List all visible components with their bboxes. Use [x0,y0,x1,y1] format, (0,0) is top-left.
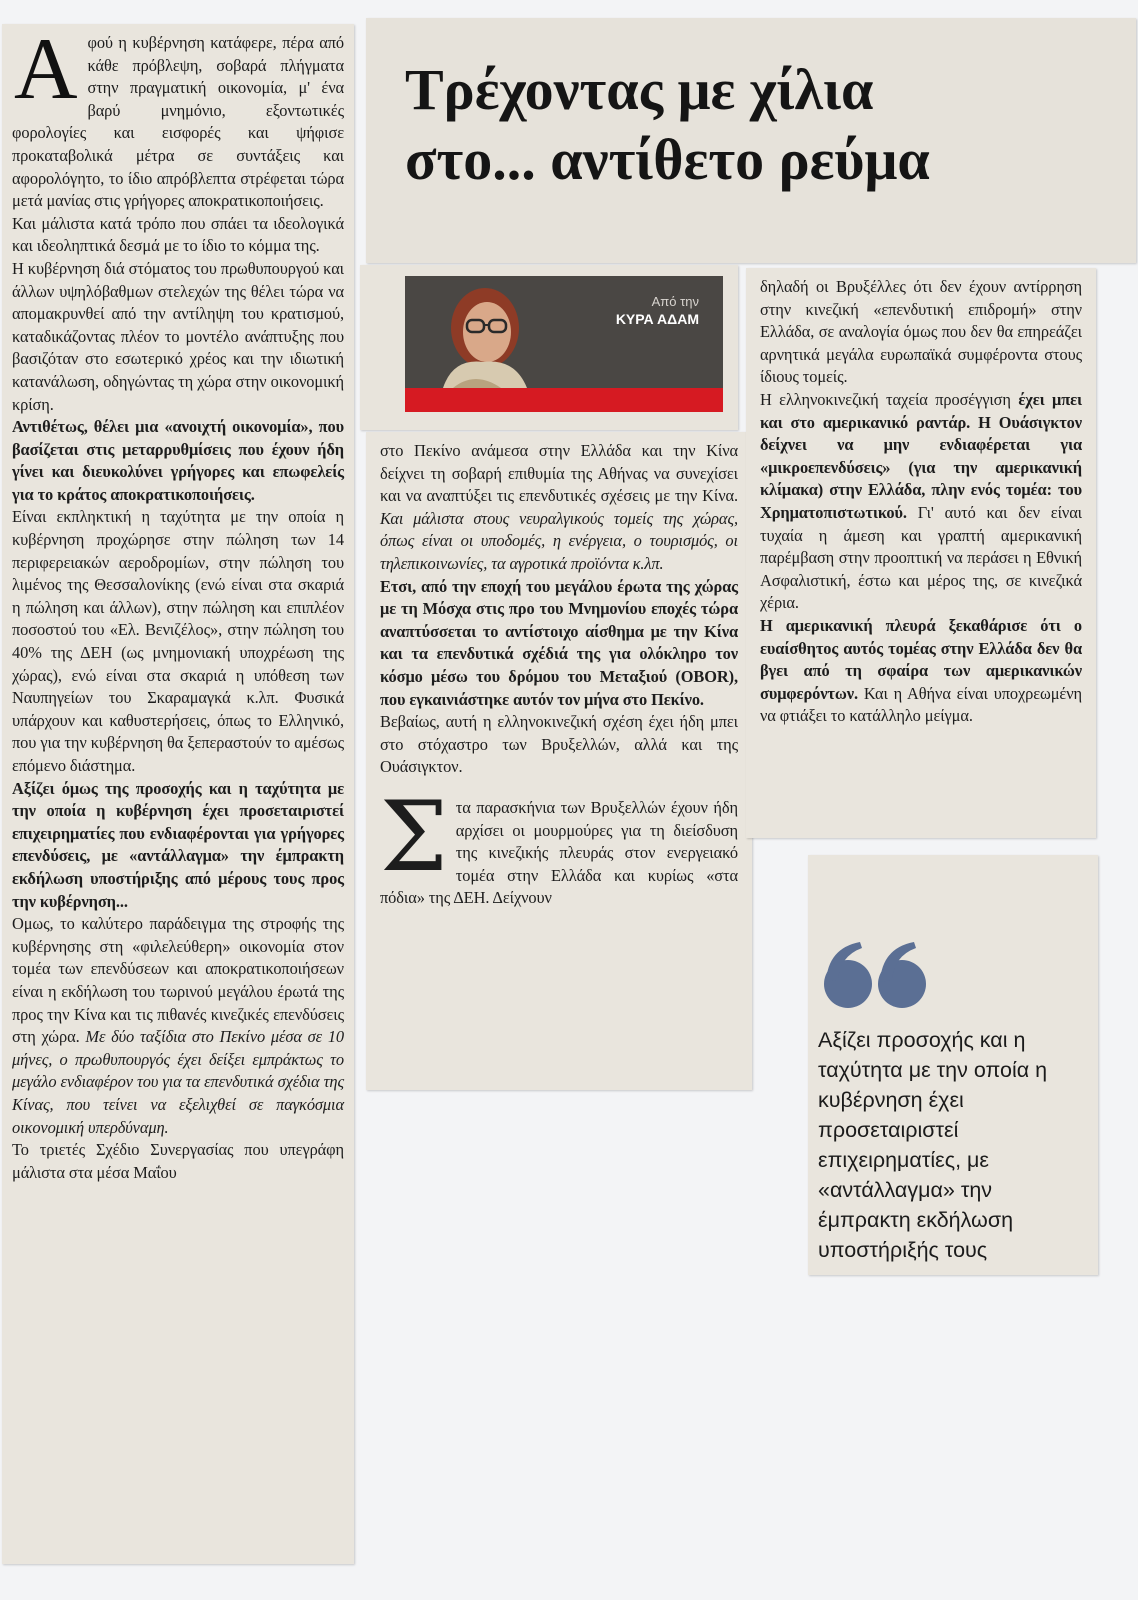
drop-cap: Α [14,21,78,118]
paragraph-9-text: στο Πεκίνο ανάμεσα στην Ελλάδα και την Κίνα δείχνει τη σοβαρή επιθυμία της Αθήνας να συνεχίσει και να αναπτύξει τις επενδυτικές σχέσεις με την Κίνα. [380,441,738,506]
paragraph-1 [12,21,344,213]
paragraph-14-lead: Η ελληνοκινεζική ταχεία προσέγγιση [760,389,1011,409]
paragraph-7-text: Ομως, το καλύτερο παράδειγμα της στροφής της κυβέρνησης στη «φιλελεύθερη» οικονομία στον τομέα των επενδύσεων και αποκρατικοποιήσεων είναι η εκδήλωση του τωρινού μεγάλου έρωτά της προς την Κίνα και τις πιθανές κινεζικές επενδύσεις στη χώρα. [12,914,344,1047]
paragraph-11: Βεβαίως, αυτή η ελληνοκινεζική σχέση έχει ήδη μπει στο στόχαστρο των Βρυξελλών, αλλά και της Ουάσιγκτον. [380,712,738,777]
drop-cap-sigma: Σ [380,780,448,893]
byline-name: ΚΥΡΑ ΑΔΑΜ [615,311,699,327]
paragraph-12 [380,780,738,910]
byline-prefix: Από την [651,294,699,309]
article-column-1 [2,21,354,1564]
pull-quote-text: Αξίζει προσοχής και η ταχύτητα με την οποία η κυβέρνηση έχει προσεταιριστεί επιχειρηματίες, με «αντάλλαγμα» την έμπρακτη εκδήλωση υποστήριξής τους [818,1028,1048,1262]
paragraph-14-bold: έχει μπει και στο αμερικανικό ραντάρ. Η Ουάσιγκτον δείχνει να μην ενδιαφέρεται για «μικροεπενδύσεις» (για την αμερικανική κλίμακα) στην Ελλάδα, πλην ενός τομέα: του Χρηματοπιστωτικού. [760,389,1083,522]
headline [405,55,1005,195]
author-photo [423,280,543,388]
paragraph-6: Αξίζει όμως της προσοχής και η ταχύτητα με την οποία η κυβέρνηση έχει προσεταιριστεί επιχειρηματίες που ενδιαφέρονται για γρήγορες επενδύσεις, με «αντάλλαγμα» την έμπρακτη εκδήλωση υποστήριξης από μέρους τους προς την κυβέρνηση... [12,778,344,911]
paragraph-8: Το τριετές Σχέδιο Συνεργασίας που υπεγράφη μάλιστα στα μέσα Μαΐου [12,1140,344,1182]
paragraph-9-italic: Και μάλιστα στους νευραλγικούς τομείς της χώρας, όπως είναι οι υποδομές, η ενέργεια, ο τουρισμός, οι τηλεπικοινωνίες, τα αγροτικά προϊόντα κ.λπ. [380,508,738,573]
author-box [405,276,723,412]
headline-line-2: στο... αντίθετο ρεύμα [405,127,930,192]
paragraph-5: Είναι εκπληκτική η ταχύτητα με την οποία η κυβέρνηση προχώρησε στην πώληση των 14 περιφερειακών αεροδρομίων, στην πώληση του λιμένος της Θεσσαλονίκης (ενώ είναι στα σκαριά η πώληση και άλλων), στην πώληση και επιπλέον ποσοστού του «Ελ. Βενιζέλος», στην πώληση του 40% της ΔΕΗ (ως μνημονιακή υποχρέωση της χώρας), ενώ είναι στα σκαριά η υπόθεση των Ναυπηγείων του Σκαραμαγκά κ.λπ. Φυσικά υπάρχουν και καθυστερήσεις, όπως το Ελληνικό, που για την κυβέρνηση θα ξεπεραστούν το αμέσως επόμενο διάστημα. [12,507,344,775]
article-column-2 [366,432,752,1090]
paragraph-7-italic: Με δύο ταξίδια στο Πεκίνο μέσα σε 10 μήνες, ο πρωθυπουργός έχει δείξει εμπράκτως το μεγάλο ενδιαφέρον του για τα επενδυτικά σχέδια της Κίνας, που τείνει να εξελιχθεί σε παγκόσμια οικονομική υπερδύναμη. [12,1027,345,1137]
paragraph-4: Αντιθέτως, θέλει μια «ανοιχτή οικονομία», που βασίζεται στις μεταρρυθμίσεις που έχουν ήδη γίνει και διευκολύνει γρήγορες και επωφελείς για το κράτος αποκρατικοποιήσεις. [12,417,344,504]
paragraph-15-bold: Η αμερικανική πλευρά ξεκαθάρισε ότι ο ευαίσθητος αυτός τομέας στην Ελλάδα δεν θα βγει από τη σφαίρα των αμερικανικών συμφερόντων. [760,615,1082,703]
paragraph-14-text: Γι' αυτό και δεν είναι τυχαία η άμεση και γραπτή αμερικανική παρέμβαση στην προοπτική να περάσει η Εθνική Ασφαλιστική, έστω και μέρος της, σε κινεζικά χέρια. [760,502,1082,613]
paragraph-1-text: φού η κυβέρνηση κατάφερε, πέρα από κάθε πρόβλεψη, σοβαρά πλήγματα στην πραγματική οικονομία, μ' ένα βαρύ μνημόνιο, εξοντωτικές φορολογίες και εισφορές και ψήφισε προκαταβολικά μέτρα σε συντάξεις και αφορολόγητο, το ίδιο απρόβλεπτα στρέφεται τώρα μετά μανίας στις γρήγορες αποκρατικοποιήσεις. [12,33,344,211]
paragraph-13: δηλαδή οι Βρυξέλλες ότι δεν έχουν αντίρρηση στην κινεζική «επενδυτική επιδρομή» στην Ελλάδα, σε αναλογία όμως που δεν θα επηρεάζει αρνητικά μεγάλα ευρωπαϊκά συμφέροντα στους ίδιους τομείς. [760,277,1082,387]
paragraph-12-text: τα παρασκήνια των Βρυξελλών έχουν ήδη αρχίσει οι μουρμούρες για τη διείσδυση της κινεζικής πλευράς στον ενεργειακό τομέα στην Ελλάδα και κυρίως «στα πόδια» της ΔΕΗ. Δείχνουν [380,797,738,908]
quote-mark-icon [820,940,930,1010]
article-column-3 [746,268,1096,838]
paragraph-3: Η κυβέρνηση διά στόματος του πρωθυπουργού και άλλων υψηλόβαθμων στελεχών της θέλει τώρα να απομακρυνθεί από την αντίληψη του κρατισμού, καταδικάζοντας πλέον το μοντέλο ανάπτυξης που βασιζόταν στο εσωτερικό χρέος και την ιδιωτική κατανάλωση, οδηγώντας τη χώρα στην οικονομική κρίση. [12,258,344,414]
paragraph-10: Ετσι, από την εποχή του μεγάλου έρωτα της χώρας με τη Μόσχα στις προ του Μνημονίου εποχές τώρα αναπτύσσεται το αντίστοιχο αίσθημα με την Κίνα και τα επενδυτικά σχέδιά της για ολόκληρο τον κόσμο μέσω του δρόμου του Μεταξιού (OBOR), που εγκαινιάστηκε αυτόν τον μήνα στο Πεκίνο. [380,576,738,709]
paragraph-9 [380,440,738,576]
paragraph-14 [760,389,1082,615]
headline-line-1: Τρέχοντας με χίλια [405,57,874,122]
byline-red-bar [405,388,723,412]
paragraph-15 [760,615,1082,728]
paragraph-7 [12,913,344,1139]
paragraph-15-text: Και η Αθήνα είναι υποχρεωμένη να φτιάξει το κατάλληλο μείγμα. [760,683,1082,726]
paragraph-2: Και μάλιστα κατά τρόπο που σπάει τα ιδεολογικά και ιδεοληπτικά δεσμά με το ίδιο το κόμμα της. [12,213,344,256]
